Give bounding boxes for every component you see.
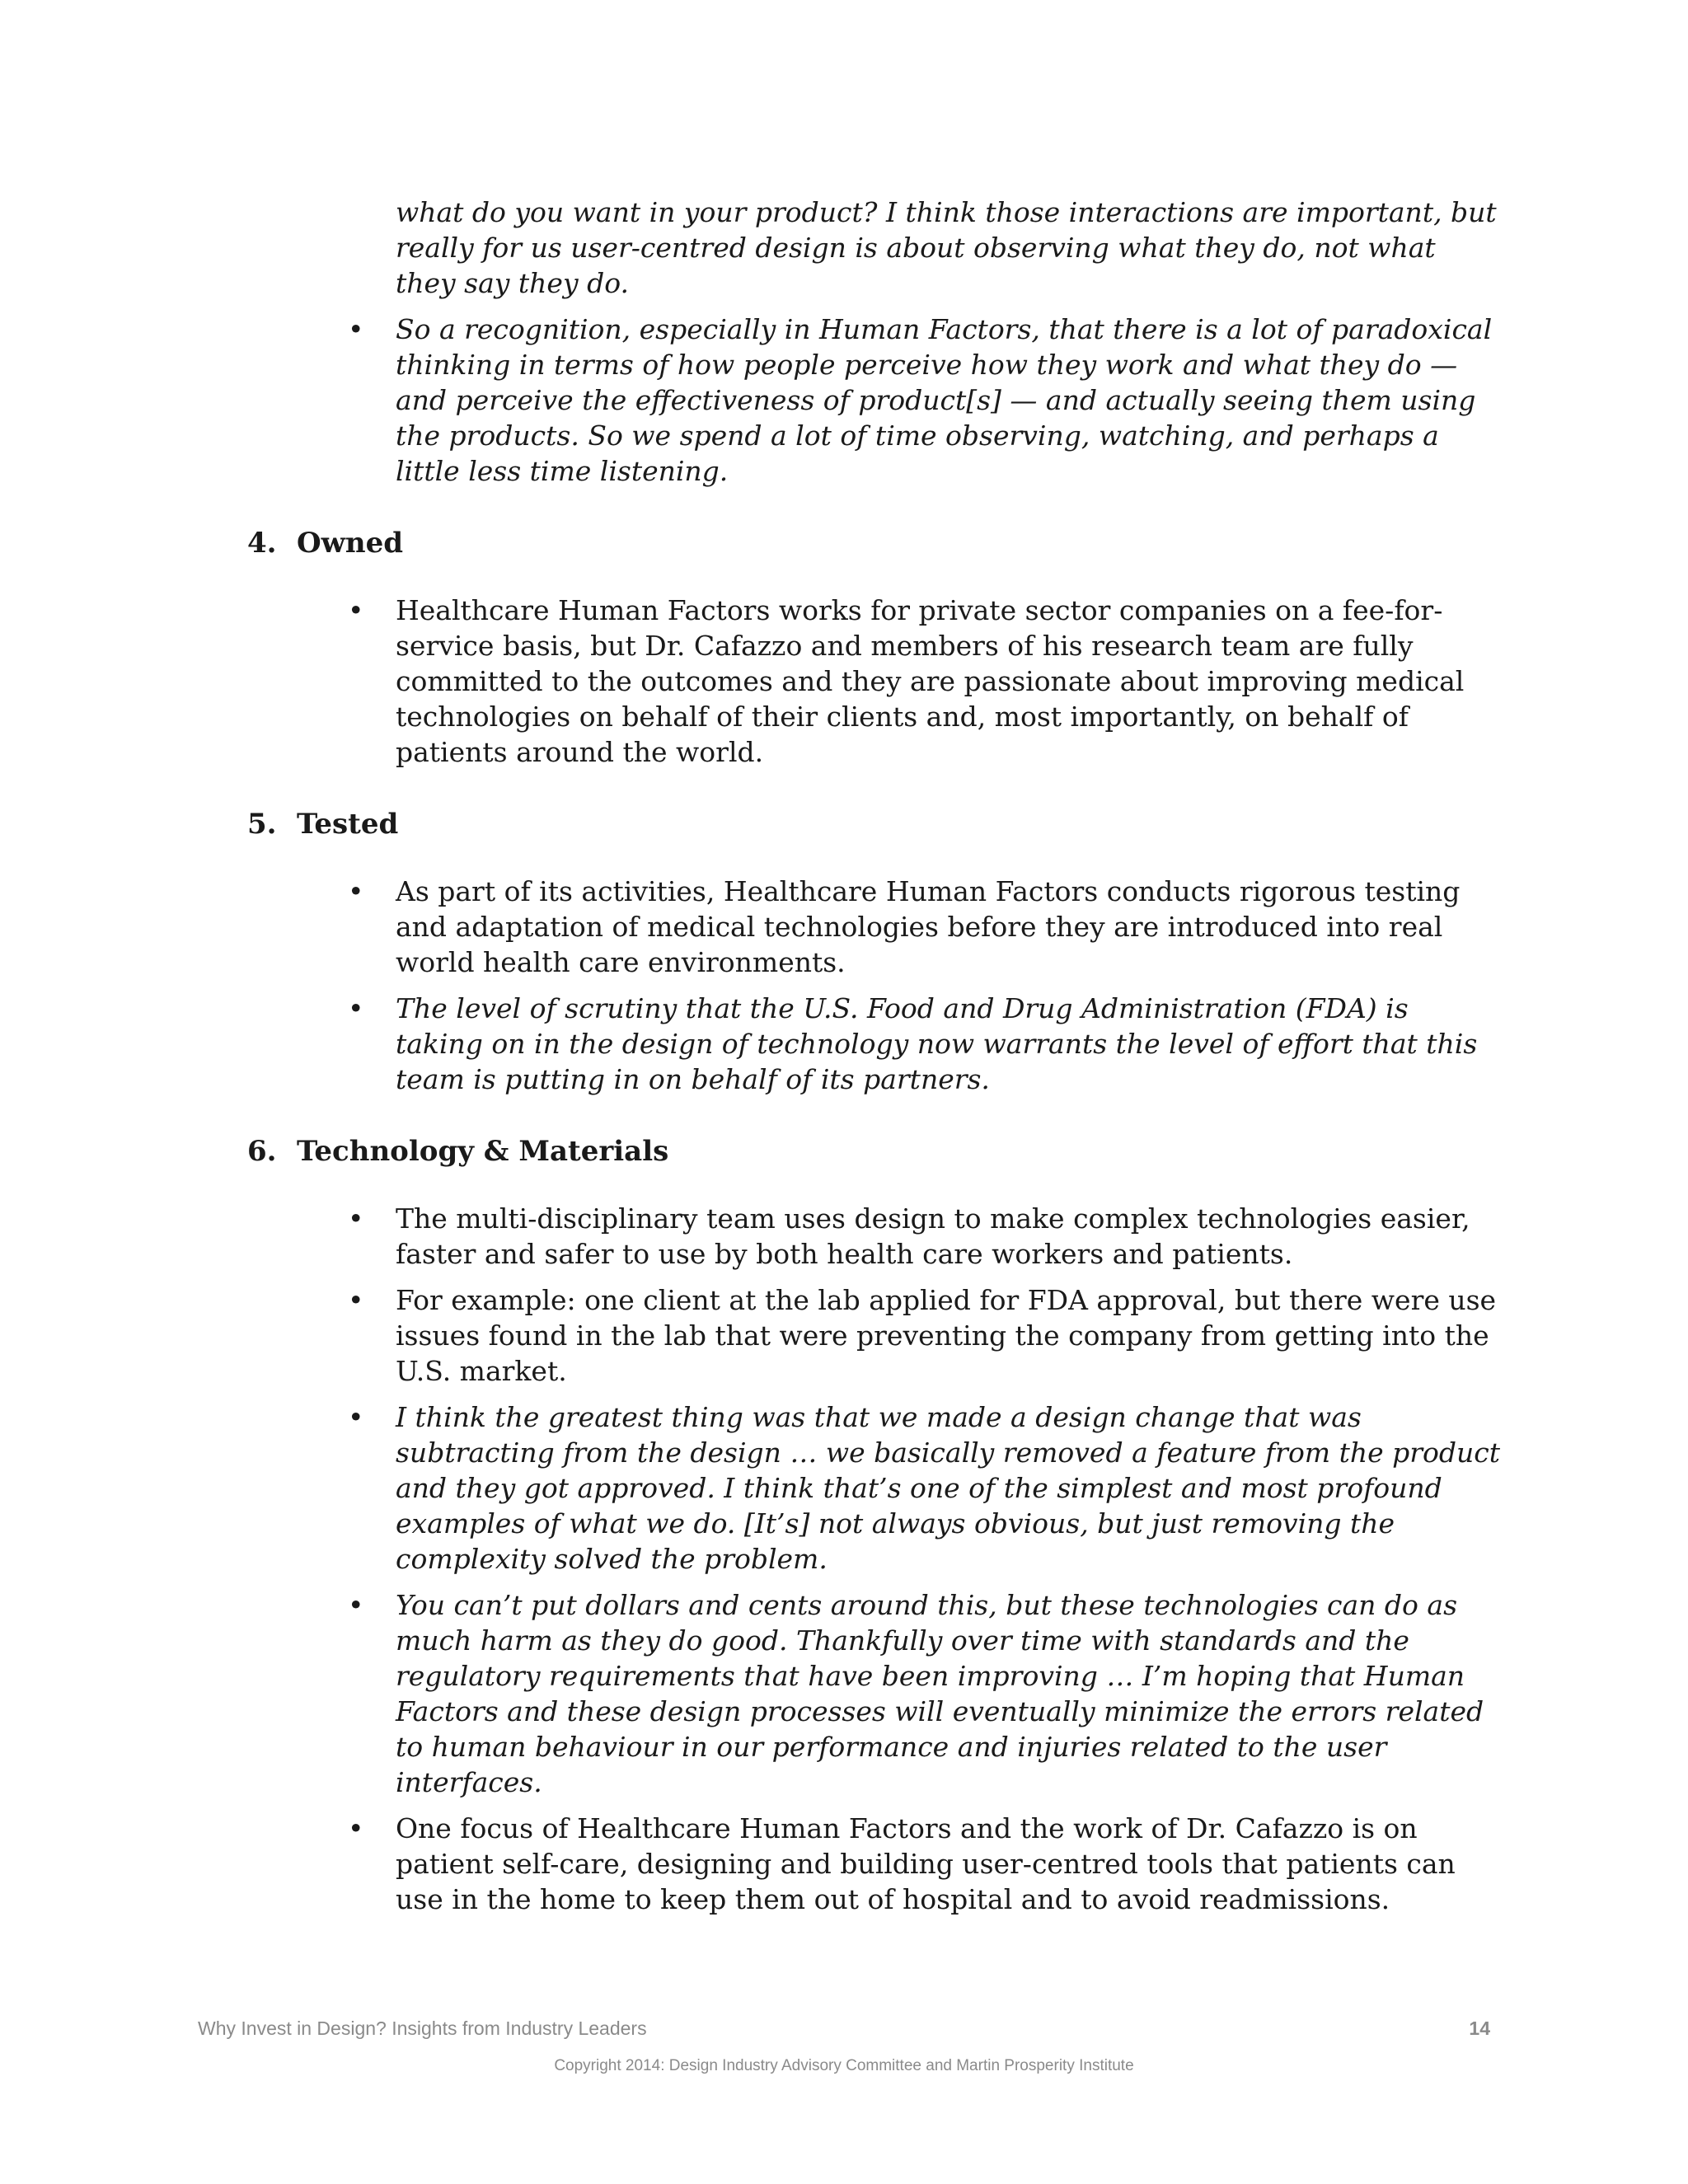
- section-heading-technology: [247, 1133, 1500, 1169]
- section-list-technology: [247, 1201, 1500, 1917]
- bullet-dot: •: [348, 313, 364, 345]
- list-item-text: So a recognition, especially in Human Factors, that there is a lot of paradoxical thinking in terms of how people perceive how they work and what they do — and perceive the effectiveness of product[s] — and actually seeing them using the products. So we spend a lot of time observing, watching, and perhaps a little less time listening.: [396, 313, 1493, 487]
- footer-title: Why Invest in Design? Insights from Industry Leaders: [198, 2018, 647, 2039]
- bullet-dot: •: [348, 1812, 364, 1844]
- list-item: [348, 312, 1500, 489]
- section-title: Tested: [297, 808, 399, 841]
- list-item-text: For example: one client at the lab applied for FDA approval, but there were use issues found in the lab that were preventing the company from getting into the U.S. market.: [396, 1284, 1497, 1387]
- list-item-text: I think the greatest thing was that we made a design change that was subtracting from the design … we basically removed a feature from the product and they got approved. I think that’s one of the simplest and most profound examples of what we do. [It’s] not always obvious, but just removing the complexity solved the problem.: [396, 1401, 1501, 1575]
- section-list-owned: [247, 593, 1500, 770]
- list-item: [348, 593, 1500, 770]
- bullet-dot: •: [348, 1401, 364, 1433]
- list-item-text: The level of scrutiny that the U.S. Food and Drug Administration (FDA) is taking on in the design of technology now warrants the level of effort that this team is putting in on behalf of its partners.: [396, 992, 1478, 1095]
- bullet-dot: •: [348, 992, 364, 1024]
- continued-paragraph: what do you want in your product? I think those interactions are important, but really for us user-centred design is about observing what they do, not what they say they do.: [396, 196, 1497, 299]
- document-body: [247, 194, 1500, 1928]
- list-item-text: As part of its activities, Healthcare Human Factors conducts rigorous testing and adaptation of medical technologies before they are introduced into real world health care environments.: [396, 875, 1461, 978]
- section-number: 5.: [247, 808, 277, 841]
- section-heading-owned: [247, 525, 1500, 561]
- intro-list: [247, 194, 1500, 489]
- section-title: Technology & Materials: [297, 1135, 669, 1168]
- page-number: 14: [1469, 2018, 1490, 2039]
- bullet-dot: •: [348, 1589, 364, 1621]
- list-item: [348, 1282, 1500, 1389]
- bullet-dot: •: [348, 875, 364, 907]
- section-title: Owned: [297, 527, 404, 560]
- section-list-tested: [247, 874, 1500, 1097]
- list-item: [348, 991, 1500, 1097]
- footer-copyright: Copyright 2014: Design Industry Advisory Committee and Martin Prosperity Institute: [554, 2057, 1134, 2074]
- list-item: [348, 1201, 1500, 1272]
- section-number: 6.: [247, 1135, 277, 1168]
- bullet-dot: •: [348, 594, 364, 626]
- list-item: [348, 874, 1500, 980]
- list-item: [348, 1399, 1501, 1577]
- section-number: 4.: [247, 527, 277, 560]
- list-item-text: The multi-disciplinary team uses design to make complex technologies easier, faster and safer to use by both health care workers and patients.: [396, 1202, 1470, 1270]
- list-item-text: You can’t put dollars and cents around this, but these technologies can do as much harm as they do good. Thankfully over time with standards and the regulatory requirements that have been improving … I’m hoping that Human Factors and these design processes will eventually minimize the errors related to human behaviour in our performance and injuries related to the user interfaces.: [396, 1589, 1484, 1798]
- bullet-dot: •: [348, 1284, 364, 1316]
- list-item-text: Healthcare Human Factors works for private sector companies on a fee-for-service basis, but Dr. Cafazzo and members of his research team are fully committed to the outcomes and they are passionate about improving medical technologies on behalf of their clients and, most importantly, on behalf of patients around the world.: [396, 594, 1465, 768]
- section-heading-tested: [247, 806, 1500, 842]
- list-item: [348, 1587, 1500, 1800]
- list-item: [348, 1811, 1500, 1917]
- bullet-dot: •: [348, 1202, 364, 1235]
- list-item-text: One focus of Healthcare Human Factors and the work of Dr. Cafazzo is on patient self-care, designing and building user-centred tools that patients can use in the home to keep them out of hospital and to avoid readmissions.: [396, 1812, 1456, 1915]
